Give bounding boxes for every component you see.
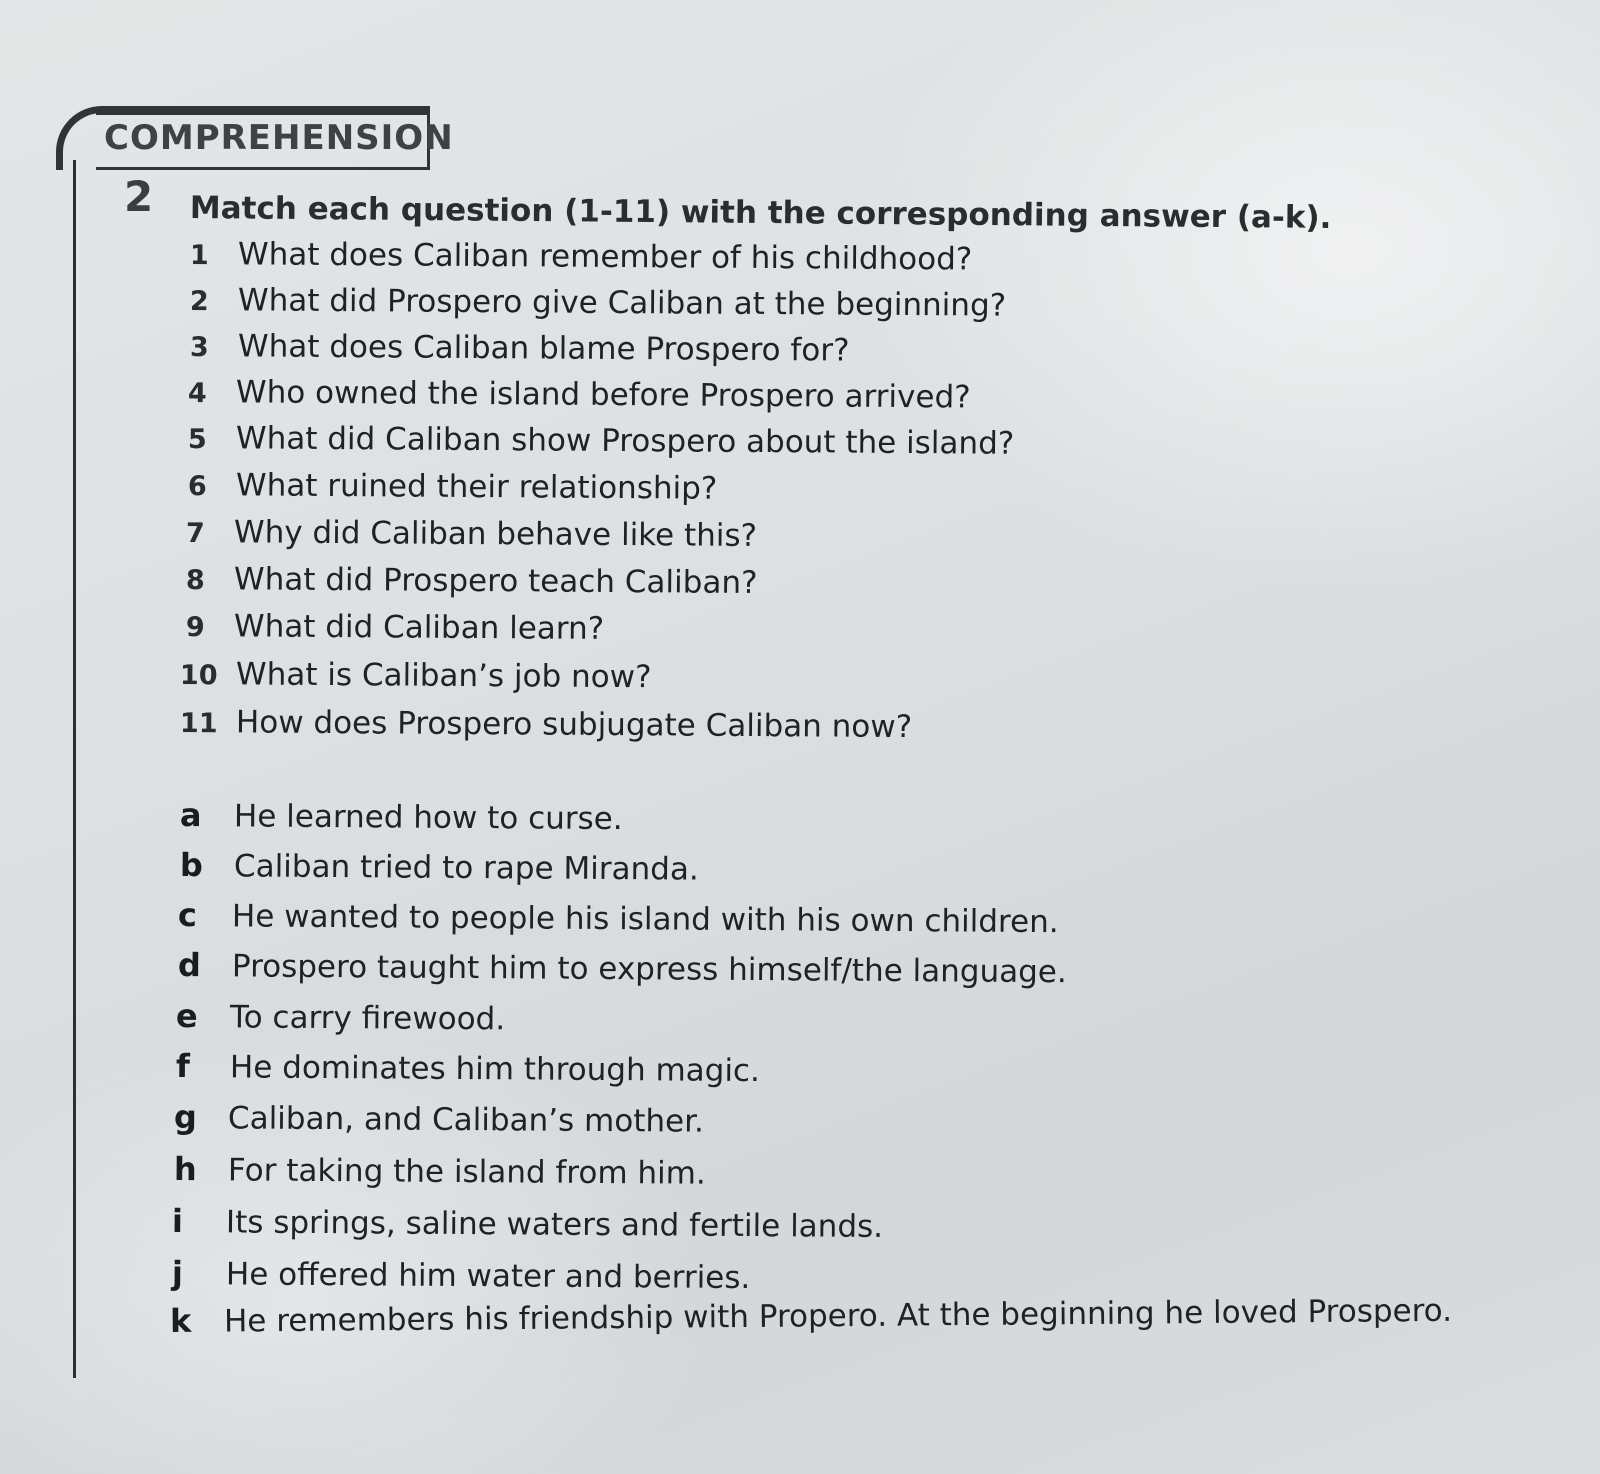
question-text: Why did Caliban behave like this? [233, 514, 758, 554]
question-number: 3 [189, 332, 209, 364]
answer-letter: j [171, 1254, 184, 1293]
answer-item [172, 1202, 883, 1245]
answer-text: He dominates him through magic. [229, 1049, 761, 1090]
question-item [186, 514, 757, 554]
answer-item [174, 1150, 706, 1192]
answer-text: He learned how to curse. [233, 798, 623, 838]
exercise-number: 2 [124, 172, 154, 221]
question-number: 10 [179, 660, 218, 692]
question-number: 9 [185, 612, 205, 644]
answer-letter: a [179, 796, 202, 835]
question-text: What did Prospero give Caliban at the beginning? [237, 282, 1007, 324]
answer-letter: f [175, 1047, 191, 1086]
question-item [190, 282, 1006, 324]
answer-item [180, 796, 623, 837]
answer-letter: b [179, 846, 204, 885]
question-text: What ruined their relationship? [235, 467, 718, 507]
answer-text: To carry firewood. [229, 999, 506, 1038]
answer-letter: e [175, 997, 198, 1036]
question-number: 6 [187, 471, 207, 503]
question-item [190, 328, 850, 369]
answer-letter: d [177, 946, 202, 985]
answer-text: For taking the island from him. [227, 1152, 706, 1192]
question-number: 4 [187, 378, 207, 410]
exercise-instruction: Match each question (1-11) with the corresponding answer (a-k). [189, 190, 1332, 236]
question-item [180, 656, 652, 695]
answer-item [170, 1291, 1452, 1340]
question-number: 8 [185, 565, 205, 597]
question-text: What did Caliban learn? [233, 608, 605, 647]
question-number: 11 [179, 708, 218, 740]
question-text: How does Prospero subjugate Caliban now? [235, 704, 913, 746]
answer-item [178, 896, 1059, 940]
answer-letter: i [171, 1202, 184, 1241]
question-number: 7 [185, 518, 205, 550]
question-text: Who owned the island before Prospero arrived? [235, 374, 971, 416]
question-number: 1 [189, 240, 209, 272]
answer-item [180, 846, 699, 888]
question-number: 2 [189, 286, 209, 318]
question-item [186, 608, 604, 647]
question-text: What did Caliban show Prospero about the island? [235, 420, 1015, 462]
question-item [188, 374, 971, 415]
answer-text: He wanted to people his island with his own children. [231, 898, 1059, 941]
question-text: What does Caliban blame Prospero for? [237, 328, 850, 369]
answer-text: Caliban tried to rape Miranda. [233, 848, 699, 888]
answer-item [174, 1098, 704, 1140]
question-item [188, 467, 718, 507]
answer-text: He remembers his friendship with Propero. At the beginning he loved Prospero. [223, 1292, 1453, 1340]
question-text: What does Caliban remember of his childhood? [237, 236, 973, 278]
answer-text: Prospero taught him to express himself/the language. [231, 948, 1067, 991]
question-text: What is Caliban’s job now? [235, 656, 652, 696]
question-item [186, 561, 758, 601]
answer-text: He offered him water and berries. [225, 1256, 751, 1297]
answer-item [172, 1254, 751, 1296]
question-text: What did Prospero teach Caliban? [233, 561, 758, 601]
section-title: COMPREHENSION [104, 118, 454, 158]
answer-letter: c [177, 896, 198, 935]
answer-letter: k [169, 1301, 192, 1340]
question-item [180, 704, 912, 745]
question-number: 5 [187, 424, 207, 456]
answer-item [176, 997, 505, 1037]
answer-letter: h [173, 1150, 197, 1189]
question-item [188, 420, 1015, 462]
answer-item [176, 1047, 760, 1089]
answer-text: Caliban, and Caliban’s mother. [227, 1100, 705, 1140]
answer-text: Its springs, saline waters and fertile lands. [225, 1204, 884, 1245]
answer-letter: g [173, 1098, 198, 1137]
side-rule [73, 160, 76, 1378]
answer-item [178, 946, 1067, 990]
question-item [190, 236, 973, 277]
